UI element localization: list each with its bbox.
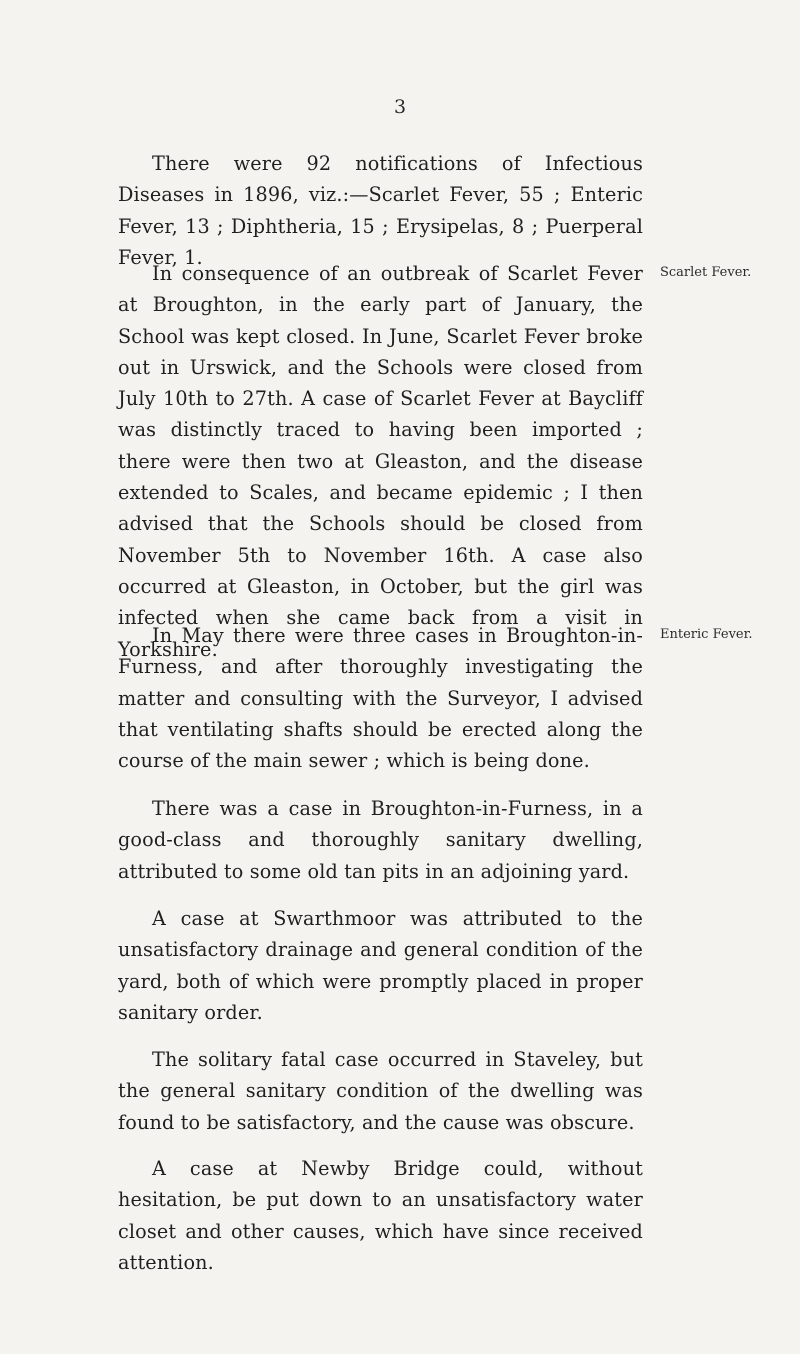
margin-note-scarlet-fever: Scarlet Fever.: [660, 265, 752, 280]
para-enteric-fever: [118, 620, 643, 776]
para-newby-bridge-case: [118, 1153, 643, 1278]
paragraph-text: In consequence of an outbreak of Scarlet Fever at Broughton, in the early part of January, the School was kept closed. In June, Scarlet Fever broke out in Urswick, and the Schools were closed from July 10th to 27th. A case of Scarlet Fever at Baycliff was distinctly traced to having been imported ; there were then two at Gleaston, and the disease extended to Scales, and became epidemic ; I then advised that the Schools should be closed from November 5th to November 16th. A case also occurred at Gleaston, in October, but the girl was infected when she came back from a visit in Yorkshire.: [118, 262, 643, 661]
para-tan-pits-case: [118, 793, 643, 887]
para-staveley-fatal-case: [118, 1044, 643, 1138]
paragraph-text: A case at Swarthmoor was attributed to the unsatisfactory drainage and general condition of the yard, both of which were promptly placed in proper sanitary order.: [118, 907, 643, 1024]
paragraph-text: The solitary fatal case occurred in Staveley, but the general sanitary condition of the dwelling was found to be satisfactory, and the cause was obscure.: [118, 1048, 643, 1134]
page-number: 3: [393, 96, 407, 118]
paragraph-text: There were 92 notifications of Infectious Diseases in 1896, viz.:—Scarlet Fever, 55 ; Enteric Fever, 13 ; Diphtheria, 15 ; Erysipelas, 8 ; Puerperal Fever, 1.: [118, 152, 643, 269]
para-notifications-summary: [118, 148, 643, 273]
margin-note-enteric-fever: Enteric Fever.: [660, 627, 753, 642]
para-swarthmoor-case: [118, 903, 643, 1028]
paragraph-text: There was a case in Broughton-in-Furness, in a good-class and thoroughly sanitary dwelling, attributed to some old tan pits in an adjoining yard.: [118, 797, 643, 883]
para-scarlet-fever: [118, 258, 643, 665]
paragraph-text: A case at Newby Bridge could, without hesitation, be put down to an unsatisfactory water closet and other causes, which have since received attention.: [118, 1157, 643, 1274]
paragraph-text: In May there were three cases in Broughton-in-Furness, and after thoroughly investigating the matter and consulting with the Surveyor, I advised that ventilating shafts should be erected along the course of the main sewer ; which is being done.: [118, 624, 643, 773]
